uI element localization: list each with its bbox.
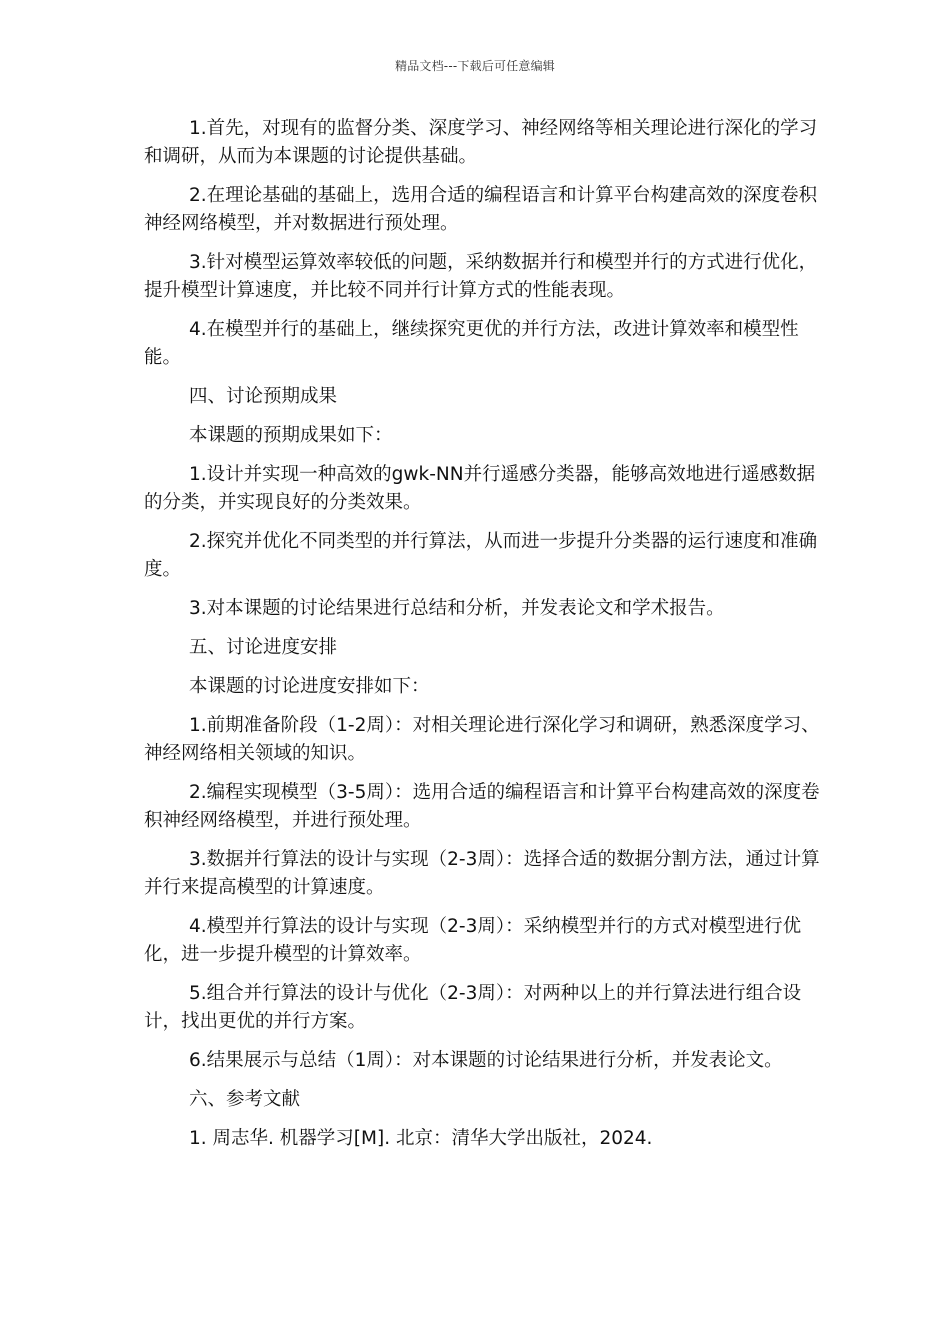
research-step-2: 2.在理论基础的基础上，选用合适的编程语言和计算平台构建高效的深度卷积神经网络模型，并对数据进行预处理。	[144, 185, 818, 234]
schedule-item-4: 4.模型并行算法的设计与实现（2-3周）：采纳模型并行的方式对模型进行优化，进一步提升模型的计算效率。	[144, 916, 802, 965]
schedule-item-1: 1.前期准备阶段（1-2周）：对相关理论进行深化学习和调研，熟悉深度学习、神经网络相关领域的知识。	[144, 715, 820, 764]
expected-results-intro: 本课题的预期成果如下：	[189, 425, 393, 446]
research-step-1: 1.首先，对现有的监督分类、深度学习、神经网络等相关理论进行深化的学习和调研，从而为本课题的讨论提供基础。	[144, 118, 818, 167]
expected-result-1: 1.设计并实现一种高效的gwk-NN并行遥感分类器，能够高效地进行遥感数据的分类，并实现良好的分类效果。	[144, 464, 816, 513]
schedule-intro: 本课题的讨论进度安排如下：	[189, 676, 430, 697]
schedule-item-5: 5.组合并行算法的设计与优化（2-3周）：对两种以上的并行算法进行组合设计，找出更优的并行方案。	[144, 983, 802, 1032]
section-heading-schedule: 五、讨论进度安排	[189, 637, 338, 658]
section-heading-expected-results: 四、讨论预期成果	[189, 386, 338, 407]
page-header: 精品文档---下载后可任意编辑	[395, 59, 555, 73]
document-body	[144, 115, 824, 1164]
schedule-item-2: 2.编程实现模型（3-5周）：选用合适的编程语言和计算平台构建高效的深度卷积神经网络模型，并进行预处理。	[144, 782, 820, 831]
research-step-4: 4.在模型并行的基础上，继续探究更优的并行方法，改进计算效率和模型性能。	[144, 319, 799, 368]
expected-result-3: 3.对本课题的讨论结果进行总结和分析，并发表论文和学术报告。	[189, 598, 725, 619]
section-heading-references: 六、参考文献	[189, 1089, 301, 1110]
reference-item-1: 1. 周志华. 机器学习[M]. 北京：清华大学出版社，2024.	[189, 1128, 653, 1149]
research-step-3: 3.针对模型运算效率较低的问题，采纳数据并行和模型并行的方式进行优化，提升模型计算速度，并比较不同并行计算方式的性能表现。	[144, 252, 818, 301]
expected-result-2: 2.探究并优化不同类型的并行算法，从而进一步提升分类器的运行速度和准确度。	[144, 531, 818, 580]
schedule-item-3: 3.数据并行算法的设计与实现（2-3周）：选择合适的数据分割方法，通过计算并行来提高模型的计算速度。	[144, 849, 820, 898]
schedule-item-6: 6.结果展示与总结（1周）：对本课题的讨论结果进行分析，并发表论文。	[189, 1050, 783, 1071]
